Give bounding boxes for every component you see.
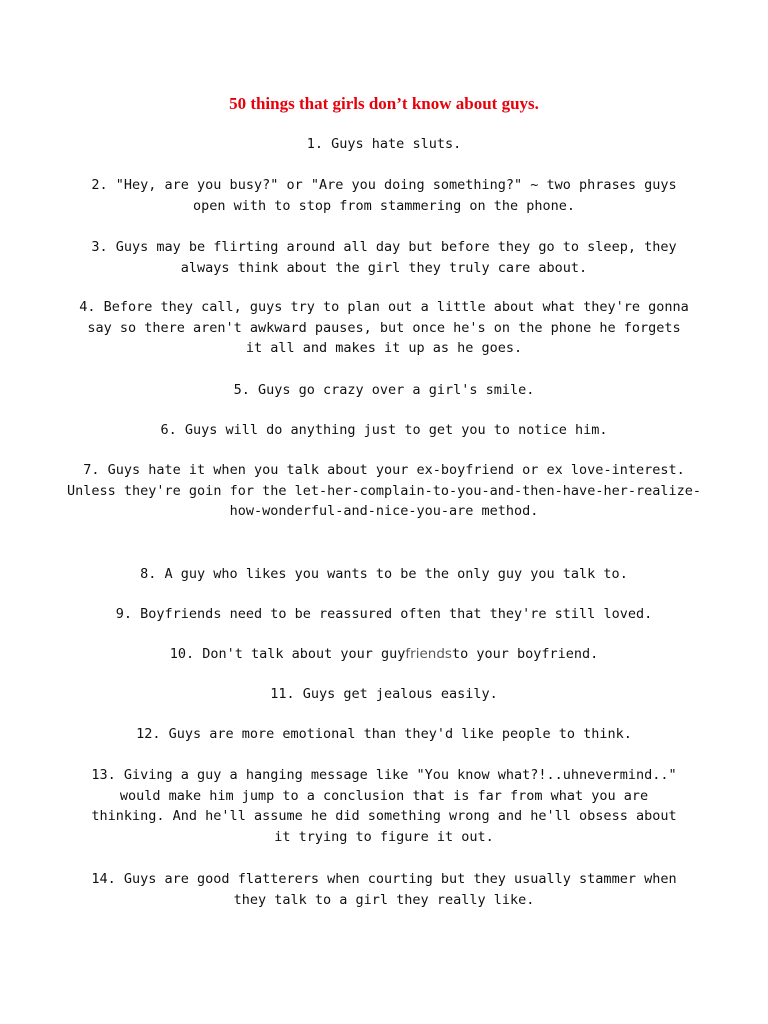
list-item-7-line-1: 7. Guys hate it when you talk about your ex-boyfriend or ex love-interest.	[83, 462, 685, 478]
list-item-7	[64, 460, 704, 522]
list-item-10-before: 10. Don't talk about your guy	[169, 646, 406, 662]
list-item-14: 14. Guys are good flatterers when courting but they usually stammer when they talk to a girl they really like.	[91, 871, 677, 908]
list-item-1: 1. Guys hate sluts.	[306, 136, 462, 152]
list-item-7-line-3: how-wonderful-and-nice-you-are method.	[229, 503, 539, 519]
list-item-2: 2. "Hey, are you busy?" or "Are you doing something?" ~ two phrases guys open with to stop from stammering on the phone.	[91, 177, 677, 214]
list-item-5: 5. Guys go crazy over a girl's smile.	[233, 382, 535, 398]
list-item-10-friends: friends	[405, 646, 452, 662]
list-item-3: 3. Guys may be flirting around all day but before they go to sleep, they always think about the girl they truly care about.	[91, 239, 677, 276]
list-item-6: 6. Guys will do anything just to get you to notice him.	[160, 422, 608, 438]
document-title: 50 things that girls don’t know about guys.	[229, 94, 539, 113]
list-item-12: 12. Guys are more emotional than they'd like people to think.	[136, 726, 632, 742]
list-item-9: 9. Boyfriends need to be reassured often that they're still loved.	[115, 606, 653, 622]
list-item-4: 4. Before they call, guys try to plan out a little about what they're gonna say so there aren't awkward pauses, but once he's on the phone he forgets it all and makes it up as he goes.	[79, 299, 689, 356]
list-item-8: 8. A guy who likes you wants to be the only guy you talk to.	[140, 566, 628, 582]
list-item-11: 11. Guys get jealous easily.	[270, 686, 498, 702]
list-item-10-after: to your boyfriend.	[451, 646, 599, 662]
list-item-10	[84, 644, 684, 665]
list-item-7-line-2: Unless they're goin for the let-her-complain-to-you-and-then-have-her-realize-	[67, 482, 701, 499]
list-item-13: 13. Giving a guy a hanging message like "You know what?!..uhnevermind.." would make him jump to a conclusion that is far from what you are thinking. And he'll assume he did something wrong and he'll obsess about it trying to figure it out.	[91, 767, 677, 845]
